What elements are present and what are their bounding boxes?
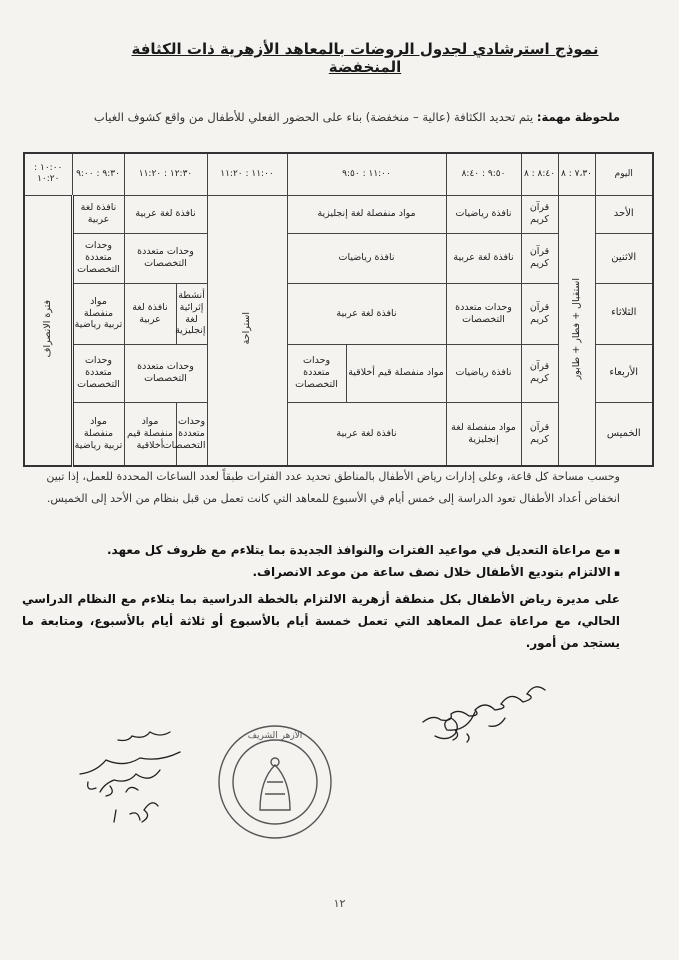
cell: مواد منفصلة قيم أخلاقية (124, 402, 176, 466)
cell: قرآن كريم (521, 344, 558, 402)
cell: وحدات متعددة التخصصات (72, 233, 124, 283)
cell: نافذة لغة عربية (446, 233, 521, 283)
official-stamp (215, 722, 335, 842)
day-thursday: الخميس (595, 402, 653, 466)
cell: مواد منفصلة لغة إنجليزية (446, 402, 521, 466)
header-day: اليوم (595, 153, 653, 195)
header-p8: ١٠:٠٠ : ١٠:٢٠ (24, 153, 72, 195)
header-p1: ٧،٣٠ : ٨ (558, 153, 595, 195)
director-signature (355, 672, 555, 752)
cell: نافذة لغة عربية (287, 283, 446, 344)
header-p4: ١١:٠٠ : ٩:٥٠ (287, 153, 446, 195)
bullet-1: ▪ مع مراعاة التعديل في مواعيد الفترات والنوافذ الجديدة بما يتلاءم مع ظروف كل معهد. (22, 543, 620, 557)
cell: مواد منفصلة قيم أخلاقية (346, 344, 446, 402)
cell: وحدات متعددة التخصصات (72, 344, 124, 402)
paragraph-1: وحسب مساحة كل قاعة، وعلى إدارات رياض الأطفال بالمناطق تحديد عدد الفترات طبقاً لعدد الساعات المحددة للعمل، إذا تبين انخفاض أعداد الأطفال تعود الدراسة إلى خمس أيام في الأسبوع للمعاهد التي كانت تعمل من قبل بنظام من الأحد إلى الخميس. (46, 470, 620, 505)
bullet-2: ▪ الالتزام بتوديع الأطفال خلال نصف ساعة من موعد الانصراف. (22, 565, 620, 579)
header-p2: ٨:٤٠ : ٨ (521, 153, 558, 195)
cell: وحدات متعددة التخصصات (124, 233, 207, 283)
header-p7: ٩:٣٠ : ٩:٠٠ (72, 153, 124, 195)
cell: نافذة رياضيات (446, 344, 521, 402)
stamp-text: الأزهر الشريف (247, 731, 303, 741)
note-text: يتم تحديد الكثافة (عالية – منخفضة) بناء على الحضور الفعلي للأطفال من واقع كشوف الغياب (93, 110, 534, 124)
cell: مواد منفصلة تربية رياضية (72, 283, 124, 344)
page-number: ١٢ (333, 897, 346, 910)
handwritten-note (60, 722, 200, 832)
day-monday: الاثنين (595, 233, 653, 283)
cell: نافذة رياضيات (446, 195, 521, 233)
important-note (20, 110, 620, 124)
page-title: نموذج استرشادي لجدول الروضات بالمعاهد الأزهرية ذات الكثافة المنخفضة (131, 40, 599, 76)
header-row (24, 153, 653, 195)
cell: نافذة لغة عربية (124, 283, 176, 344)
note-label: ملحوظة مهمة: (536, 110, 620, 124)
paragraph-2: على مديرة رياض الأطفال بكل منطقة أزهرية الالتزام بالخطة الدراسية بما يتلاءم مع النظام الدراسي الحالي، مع مراعاة عمل المعاهد التي تعمل خمسة أيام بالأسبوع أو ثلاثة أيام بالأسبوع، ومتابعة ما يستجد من أمور. (22, 592, 620, 650)
break-cell: استراحة (207, 195, 287, 466)
cell: قرآن كريم (521, 233, 558, 283)
cell: قرآن كريم (521, 402, 558, 466)
cell: نافذة لغة عربية (72, 195, 124, 233)
dismissal-cell: فترة الانصراف (24, 195, 72, 466)
cell: أنشطة إثرائية لغة إنجليزية (176, 283, 207, 344)
cell: وحدات متعددة التخصصات (446, 283, 521, 344)
cell: وحدات متعددة التخصصات (176, 402, 207, 466)
day-tuesday: الثلاثاء (595, 283, 653, 344)
schedule-table (23, 152, 654, 467)
cell: وحدات متعددة التخصصات (287, 344, 346, 402)
cell: نافذة لغة عربية (287, 402, 446, 466)
cell: مواد منفصلة لغة إنجليزية (287, 195, 446, 233)
day-wednesday: الأربعاء (595, 344, 653, 402)
day-sunday: الأحد (595, 195, 653, 233)
cell: نافذة رياضيات (287, 233, 446, 283)
cell: قرآن كريم (521, 195, 558, 233)
cell: مواد منفصلة تربية رياضية (72, 402, 124, 466)
header-p6: ١٢:٣٠ : ١١:٢٠ (124, 153, 207, 195)
cell: قرآن كريم (521, 283, 558, 344)
header-p5: ١١:٠٠ : ١١:٢٠ (207, 153, 287, 195)
cell: نافذة لغة عربية (124, 195, 207, 233)
table-row (24, 195, 653, 233)
header-p3: ٩:٥٠ : ٨:٤٠ (446, 153, 521, 195)
opening-cell: استقبال + فطار + طابور (558, 195, 595, 466)
cell: وحدات متعددة التخصصات (124, 344, 207, 402)
